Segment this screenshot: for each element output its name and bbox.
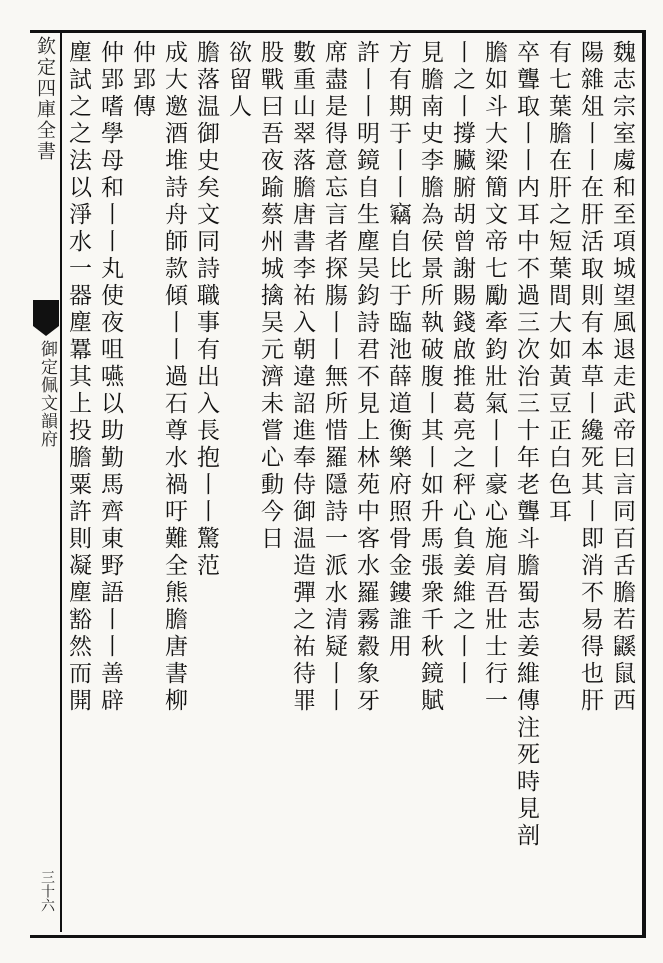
fishtail-mark (33, 300, 59, 326)
text-column: 許丨丨明鏡自生塵吴鈞詩君不見上林苑中客水羅霧縠象牙 (353, 40, 379, 715)
fold-book-title: 御定佩文韻府 (37, 340, 57, 448)
text-column: 欲留人 (225, 40, 251, 121)
text-column: 方有期于丨丨竊自比于臨池薛道衡樂府照骨金鏤誰用 (385, 40, 411, 661)
text-column: 陽雜俎丨丨在肝活取則有本草丨纔死其丨即消不易得也肝 (577, 40, 603, 715)
text-column: 膽如斗大梁簡文帝七勵牽鈞壯氣丨丨豪心施肩吾壯士行一 (481, 40, 507, 715)
text-column: 仲郢嗜學母和丨丨丸使夜咀嚥以助勤馬齊東野語丨丨善辟 (97, 40, 123, 715)
text-column: 卒聾取丨丨内耳中不過三次治三十年老聾斗膽蜀志姜維傳注死時見剖 (513, 40, 539, 850)
text-column: 丨之丨撐臟腑胡曾謝賜錢啟推葛亮之秤心負姜維之丨丨 (449, 40, 475, 688)
text-column: 仲郢傳 (129, 40, 155, 121)
text-column: 見膽南史李膽為侯景所執破腹丨其丨如升馬張衆千秋鏡賦 (417, 40, 443, 715)
text-column: 數重山翠落膽唐書李祐入朝違詔進奉侍御温造彈之祐待罪 (289, 40, 315, 715)
fold-column (30, 33, 62, 932)
text-column: 成大邀酒堆詩舟師款傾丨丨過石尊水禍吁難全熊膽唐書柳 (161, 40, 187, 715)
text-column: 塵試之之法以淨水一器塵羃其上投膽粟許則凝塵豁然而開 (65, 40, 91, 715)
text-column: 魏志宗室䖏和至項城望風退走武帝曰言同百舌膽若鼷鼠西 (609, 40, 635, 715)
text-column: 股戰曰吾夜踰蔡州城擒吴元濟未嘗心動今日 (257, 40, 283, 553)
text-column: 膽落温御史矣文同詩職事有出入長抱丨丨驚范 (193, 40, 219, 580)
text-column: 席盡是得意忘言者探膓丨丨無所惜羅隱詩一派水清疑丨丨 (321, 40, 347, 715)
fold-page-number: 三十六 (39, 870, 55, 912)
fold-top-text: 欽定四庫全書 (34, 36, 56, 162)
text-column: 有七葉膽在肝之短葉間大如黃豆正白色耳 (545, 40, 571, 526)
